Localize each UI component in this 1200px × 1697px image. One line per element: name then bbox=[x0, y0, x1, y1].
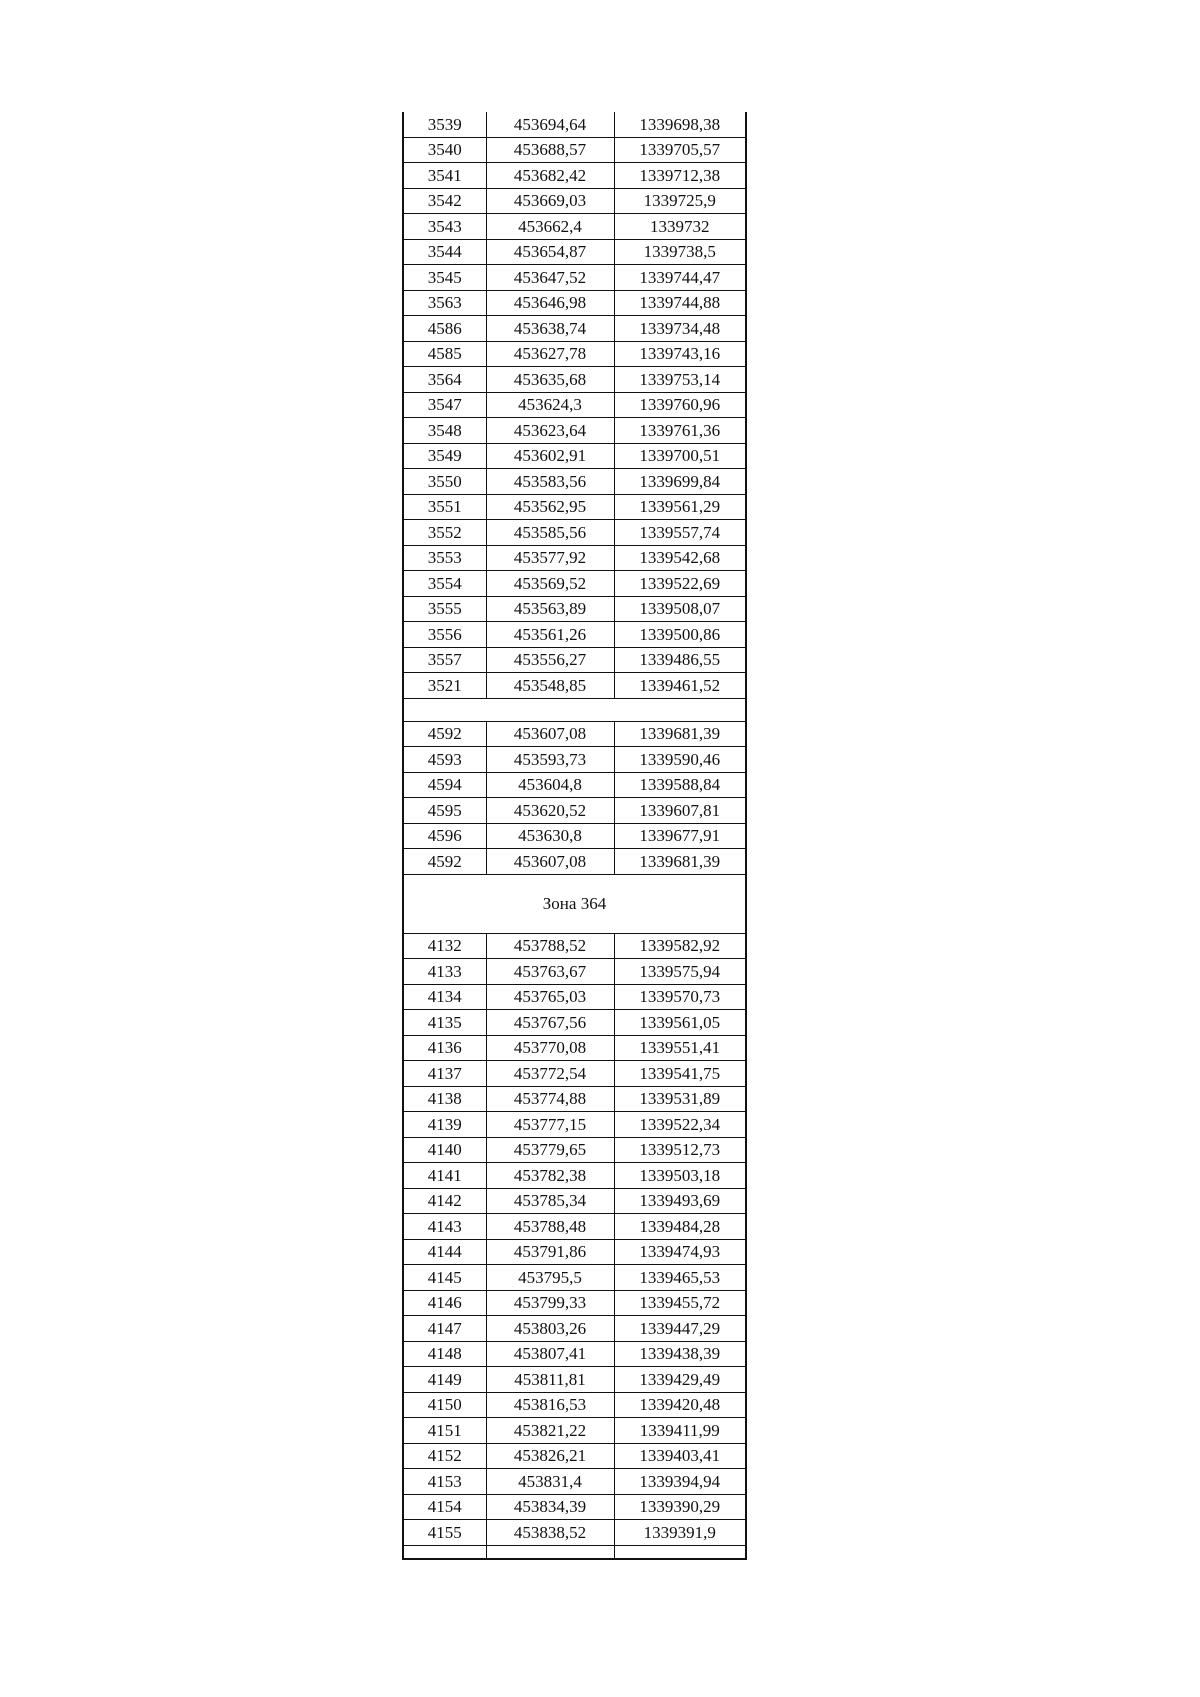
point-cell: 3554 bbox=[403, 571, 486, 597]
y-cell: 1339438,39 bbox=[614, 1341, 746, 1367]
point-cell: 4141 bbox=[403, 1163, 486, 1189]
x-cell: 453669,03 bbox=[486, 188, 614, 214]
point-cell: 4144 bbox=[403, 1239, 486, 1265]
empty-cell bbox=[614, 1545, 746, 1559]
point-cell: 4155 bbox=[403, 1520, 486, 1546]
table-row bbox=[403, 798, 746, 824]
y-cell: 1339411,99 bbox=[614, 1418, 746, 1444]
x-cell: 453593,73 bbox=[486, 747, 614, 773]
table-row bbox=[403, 1316, 746, 1342]
x-cell: 453772,54 bbox=[486, 1061, 614, 1087]
coordinates-table-body bbox=[403, 112, 746, 1559]
y-cell: 1339390,29 bbox=[614, 1494, 746, 1520]
point-cell: 3544 bbox=[403, 239, 486, 265]
point-cell: 4137 bbox=[403, 1061, 486, 1087]
table-row bbox=[403, 1214, 746, 1240]
x-cell: 453646,98 bbox=[486, 290, 614, 316]
y-cell: 1339486,55 bbox=[614, 647, 746, 673]
table-row bbox=[403, 1010, 746, 1036]
point-cell: 3521 bbox=[403, 673, 486, 699]
point-cell: 3551 bbox=[403, 494, 486, 520]
y-cell: 1339461,52 bbox=[614, 673, 746, 699]
y-cell: 1339570,73 bbox=[614, 984, 746, 1010]
x-cell: 453795,5 bbox=[486, 1265, 614, 1291]
y-cell: 1339743,16 bbox=[614, 341, 746, 367]
x-cell: 453583,56 bbox=[486, 469, 614, 495]
table-row bbox=[403, 1443, 746, 1469]
point-cell: 4596 bbox=[403, 823, 486, 849]
y-cell: 1339541,75 bbox=[614, 1061, 746, 1087]
table-row bbox=[403, 1163, 746, 1189]
point-cell: 4134 bbox=[403, 984, 486, 1010]
table-row bbox=[403, 1112, 746, 1138]
point-cell: 4592 bbox=[403, 849, 486, 875]
table-row bbox=[403, 1290, 746, 1316]
x-cell: 453777,15 bbox=[486, 1112, 614, 1138]
point-cell: 4138 bbox=[403, 1086, 486, 1112]
point-cell: 3563 bbox=[403, 290, 486, 316]
x-cell: 453548,85 bbox=[486, 673, 614, 699]
y-cell: 1339512,73 bbox=[614, 1137, 746, 1163]
y-cell: 1339698,38 bbox=[614, 112, 746, 137]
table-row bbox=[403, 112, 746, 137]
x-cell: 453770,08 bbox=[486, 1035, 614, 1061]
point-cell: 3555 bbox=[403, 596, 486, 622]
table-row bbox=[403, 747, 746, 773]
table-row bbox=[403, 1392, 746, 1418]
point-cell: 4139 bbox=[403, 1112, 486, 1138]
x-cell: 453638,74 bbox=[486, 316, 614, 342]
y-cell: 1339725,9 bbox=[614, 188, 746, 214]
x-cell: 453834,39 bbox=[486, 1494, 614, 1520]
table-row bbox=[403, 1239, 746, 1265]
x-cell: 453577,92 bbox=[486, 545, 614, 571]
point-cell: 3540 bbox=[403, 137, 486, 163]
point-cell: 3552 bbox=[403, 520, 486, 546]
table-row bbox=[403, 1494, 746, 1520]
table-row bbox=[403, 494, 746, 520]
point-cell: 4149 bbox=[403, 1367, 486, 1393]
table-row bbox=[403, 721, 746, 747]
point-cell: 3545 bbox=[403, 265, 486, 291]
zone-heading-row bbox=[403, 874, 746, 933]
table-row bbox=[403, 367, 746, 393]
y-cell: 1339474,93 bbox=[614, 1239, 746, 1265]
y-cell: 1339744,47 bbox=[614, 265, 746, 291]
table-row bbox=[403, 622, 746, 648]
x-cell: 453569,52 bbox=[486, 571, 614, 597]
table-row bbox=[403, 443, 746, 469]
x-cell: 453807,41 bbox=[486, 1341, 614, 1367]
y-cell: 1339677,91 bbox=[614, 823, 746, 849]
x-cell: 453607,08 bbox=[486, 721, 614, 747]
y-cell: 1339588,84 bbox=[614, 772, 746, 798]
table-row bbox=[403, 1137, 746, 1163]
point-cell: 4154 bbox=[403, 1494, 486, 1520]
x-cell: 453662,4 bbox=[486, 214, 614, 240]
table-row bbox=[403, 239, 746, 265]
x-cell: 453694,64 bbox=[486, 112, 614, 137]
x-cell: 453630,8 bbox=[486, 823, 614, 849]
point-cell: 4135 bbox=[403, 1010, 486, 1036]
y-cell: 1339738,5 bbox=[614, 239, 746, 265]
point-cell: 4593 bbox=[403, 747, 486, 773]
x-cell: 453627,78 bbox=[486, 341, 614, 367]
y-cell: 1339681,39 bbox=[614, 849, 746, 875]
table-row bbox=[403, 163, 746, 189]
table-row bbox=[403, 823, 746, 849]
table-row bbox=[403, 290, 746, 316]
x-cell: 453563,89 bbox=[486, 596, 614, 622]
table-row bbox=[403, 673, 746, 699]
point-cell: 3550 bbox=[403, 469, 486, 495]
point-cell: 3557 bbox=[403, 647, 486, 673]
x-cell: 453816,53 bbox=[486, 1392, 614, 1418]
y-cell: 1339551,41 bbox=[614, 1035, 746, 1061]
y-cell: 1339760,96 bbox=[614, 392, 746, 418]
y-cell: 1339394,94 bbox=[614, 1469, 746, 1495]
table-row bbox=[403, 1061, 746, 1087]
x-cell: 453779,65 bbox=[486, 1137, 614, 1163]
point-cell: 4152 bbox=[403, 1443, 486, 1469]
point-cell: 4142 bbox=[403, 1188, 486, 1214]
table-row bbox=[403, 1086, 746, 1112]
y-cell: 1339403,41 bbox=[614, 1443, 746, 1469]
table-row bbox=[403, 596, 746, 622]
y-cell: 1339732 bbox=[614, 214, 746, 240]
y-cell: 1339607,81 bbox=[614, 798, 746, 824]
x-cell: 453765,03 bbox=[486, 984, 614, 1010]
y-cell: 1339391,9 bbox=[614, 1520, 746, 1546]
y-cell: 1339508,07 bbox=[614, 596, 746, 622]
point-cell: 4146 bbox=[403, 1290, 486, 1316]
x-cell: 453774,88 bbox=[486, 1086, 614, 1112]
x-cell: 453620,52 bbox=[486, 798, 614, 824]
point-cell: 4147 bbox=[403, 1316, 486, 1342]
x-cell: 453838,52 bbox=[486, 1520, 614, 1546]
table-row bbox=[403, 214, 746, 240]
x-cell: 453782,38 bbox=[486, 1163, 614, 1189]
point-cell: 4145 bbox=[403, 1265, 486, 1291]
empty-cell bbox=[486, 1545, 614, 1559]
point-cell: 3556 bbox=[403, 622, 486, 648]
point-cell: 3547 bbox=[403, 392, 486, 418]
table-row bbox=[403, 1469, 746, 1495]
y-cell: 1339522,34 bbox=[614, 1112, 746, 1138]
y-cell: 1339705,57 bbox=[614, 137, 746, 163]
point-cell: 4585 bbox=[403, 341, 486, 367]
y-cell: 1339761,36 bbox=[614, 418, 746, 444]
y-cell: 1339493,69 bbox=[614, 1188, 746, 1214]
zone-heading: Зона 364 bbox=[403, 874, 746, 933]
point-cell: 3539 bbox=[403, 112, 486, 137]
x-cell: 453763,67 bbox=[486, 959, 614, 985]
y-cell: 1339753,14 bbox=[614, 367, 746, 393]
table-row bbox=[403, 520, 746, 546]
y-cell: 1339699,84 bbox=[614, 469, 746, 495]
y-cell: 1339557,74 bbox=[614, 520, 746, 546]
point-cell: 3564 bbox=[403, 367, 486, 393]
table-row bbox=[403, 469, 746, 495]
y-cell: 1339561,29 bbox=[614, 494, 746, 520]
x-cell: 453635,68 bbox=[486, 367, 614, 393]
table-row bbox=[403, 1367, 746, 1393]
trailing-empty-row bbox=[403, 1545, 746, 1559]
x-cell: 453788,48 bbox=[486, 1214, 614, 1240]
point-cell: 4150 bbox=[403, 1392, 486, 1418]
table-row bbox=[403, 571, 746, 597]
table-row bbox=[403, 418, 746, 444]
empty-cell bbox=[403, 1545, 486, 1559]
point-cell: 4151 bbox=[403, 1418, 486, 1444]
x-cell: 453803,26 bbox=[486, 1316, 614, 1342]
x-cell: 453788,52 bbox=[486, 933, 614, 959]
y-cell: 1339447,29 bbox=[614, 1316, 746, 1342]
table-row bbox=[403, 1341, 746, 1367]
y-cell: 1339420,48 bbox=[614, 1392, 746, 1418]
table-row bbox=[403, 1418, 746, 1444]
y-cell: 1339590,46 bbox=[614, 747, 746, 773]
x-cell: 453826,21 bbox=[486, 1443, 614, 1469]
y-cell: 1339429,49 bbox=[614, 1367, 746, 1393]
y-cell: 1339681,39 bbox=[614, 721, 746, 747]
table-row bbox=[403, 772, 746, 798]
point-cell: 4132 bbox=[403, 933, 486, 959]
point-cell: 4143 bbox=[403, 1214, 486, 1240]
y-cell: 1339744,88 bbox=[614, 290, 746, 316]
coordinates-table bbox=[402, 112, 747, 1560]
table-row bbox=[403, 1035, 746, 1061]
table-row bbox=[403, 647, 746, 673]
point-cell: 4153 bbox=[403, 1469, 486, 1495]
x-cell: 453585,56 bbox=[486, 520, 614, 546]
table-row bbox=[403, 137, 746, 163]
point-cell: 3541 bbox=[403, 163, 486, 189]
separator-row bbox=[403, 698, 746, 721]
y-cell: 1339484,28 bbox=[614, 1214, 746, 1240]
table-row bbox=[403, 933, 746, 959]
y-cell: 1339455,72 bbox=[614, 1290, 746, 1316]
x-cell: 453607,08 bbox=[486, 849, 614, 875]
table-row bbox=[403, 1265, 746, 1291]
point-cell: 3542 bbox=[403, 188, 486, 214]
table-row bbox=[403, 316, 746, 342]
point-cell: 4595 bbox=[403, 798, 486, 824]
y-cell: 1339531,89 bbox=[614, 1086, 746, 1112]
y-cell: 1339700,51 bbox=[614, 443, 746, 469]
y-cell: 1339561,05 bbox=[614, 1010, 746, 1036]
table-row bbox=[403, 1520, 746, 1546]
y-cell: 1339734,48 bbox=[614, 316, 746, 342]
y-cell: 1339500,86 bbox=[614, 622, 746, 648]
x-cell: 453785,34 bbox=[486, 1188, 614, 1214]
y-cell: 1339575,94 bbox=[614, 959, 746, 985]
x-cell: 453604,8 bbox=[486, 772, 614, 798]
point-cell: 4148 bbox=[403, 1341, 486, 1367]
x-cell: 453624,3 bbox=[486, 392, 614, 418]
point-cell: 4586 bbox=[403, 316, 486, 342]
y-cell: 1339582,92 bbox=[614, 933, 746, 959]
point-cell: 4133 bbox=[403, 959, 486, 985]
point-cell: 3548 bbox=[403, 418, 486, 444]
point-cell: 4592 bbox=[403, 721, 486, 747]
point-cell: 3543 bbox=[403, 214, 486, 240]
x-cell: 453799,33 bbox=[486, 1290, 614, 1316]
x-cell: 453821,22 bbox=[486, 1418, 614, 1444]
x-cell: 453602,91 bbox=[486, 443, 614, 469]
point-cell: 4140 bbox=[403, 1137, 486, 1163]
y-cell: 1339522,69 bbox=[614, 571, 746, 597]
table-row bbox=[403, 188, 746, 214]
x-cell: 453791,86 bbox=[486, 1239, 614, 1265]
table-row bbox=[403, 959, 746, 985]
point-cell: 4594 bbox=[403, 772, 486, 798]
table-row bbox=[403, 392, 746, 418]
x-cell: 453647,52 bbox=[486, 265, 614, 291]
table-row bbox=[403, 984, 746, 1010]
y-cell: 1339542,68 bbox=[614, 545, 746, 571]
y-cell: 1339503,18 bbox=[614, 1163, 746, 1189]
point-cell: 4136 bbox=[403, 1035, 486, 1061]
x-cell: 453831,4 bbox=[486, 1469, 614, 1495]
y-cell: 1339712,38 bbox=[614, 163, 746, 189]
x-cell: 453561,26 bbox=[486, 622, 614, 648]
table-row bbox=[403, 341, 746, 367]
x-cell: 453682,42 bbox=[486, 163, 614, 189]
table-row bbox=[403, 545, 746, 571]
table-row bbox=[403, 1188, 746, 1214]
x-cell: 453654,87 bbox=[486, 239, 614, 265]
point-cell: 3553 bbox=[403, 545, 486, 571]
separator-cell bbox=[403, 698, 746, 721]
x-cell: 453562,95 bbox=[486, 494, 614, 520]
x-cell: 453623,64 bbox=[486, 418, 614, 444]
x-cell: 453556,27 bbox=[486, 647, 614, 673]
point-cell: 3549 bbox=[403, 443, 486, 469]
x-cell: 453767,56 bbox=[486, 1010, 614, 1036]
x-cell: 453688,57 bbox=[486, 137, 614, 163]
table-row bbox=[403, 265, 746, 291]
table-row bbox=[403, 849, 746, 875]
y-cell: 1339465,53 bbox=[614, 1265, 746, 1291]
x-cell: 453811,81 bbox=[486, 1367, 614, 1393]
